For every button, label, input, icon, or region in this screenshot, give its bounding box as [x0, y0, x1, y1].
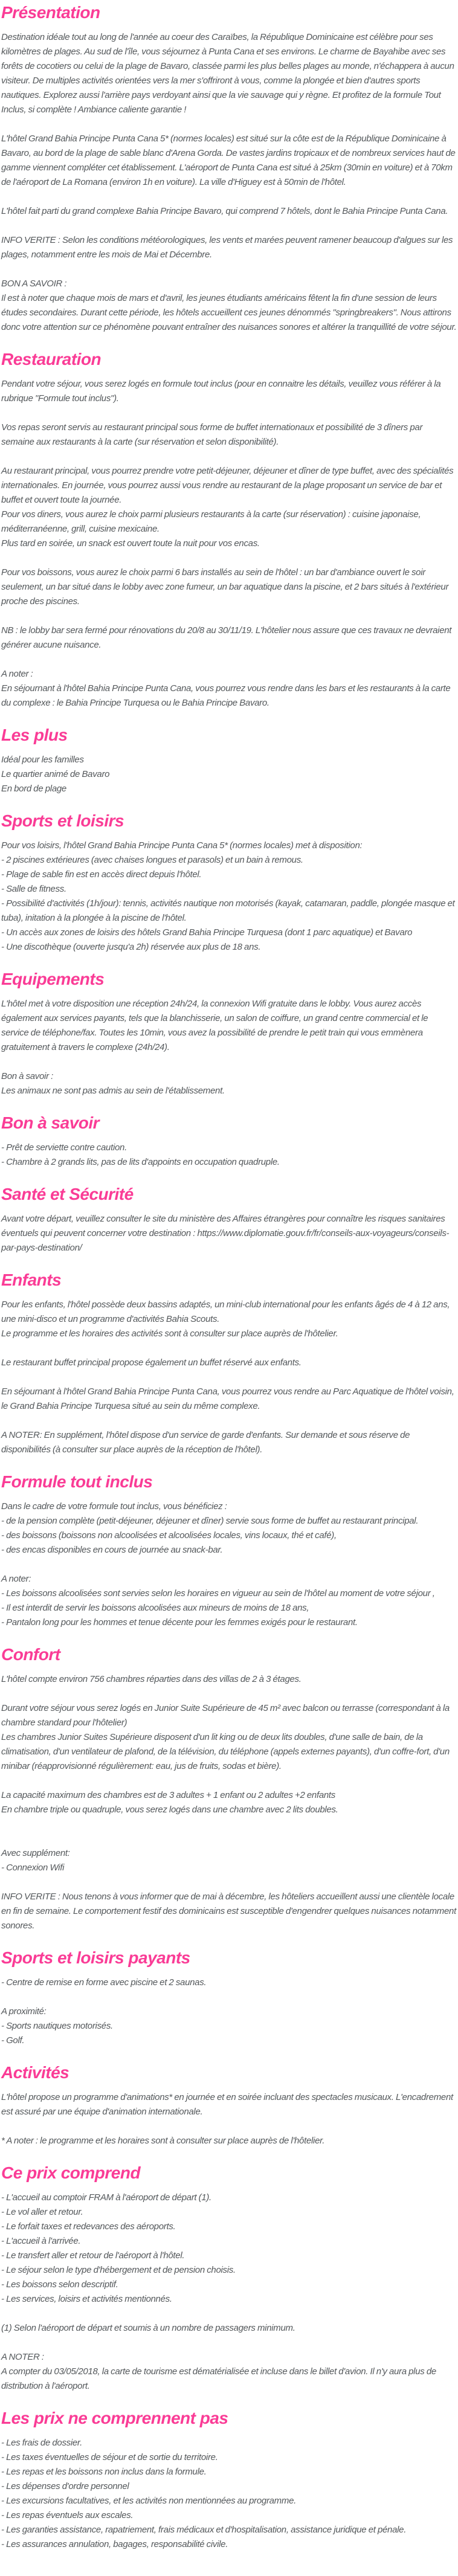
- paragraph: [1, 1890, 457, 1933]
- text-line: L'hôtel met à votre disposition une réception 24h/24, la connexion Wifi gratuite dans le lobby. Vous aurez accès également aux services payants, tels que la blanchisserie, un salon de coiffure, un grand centre commercial et le service de téléphone/fax. Toutes les 10min, vous avez la possibilité de prendre le petit train qui vous emmènera gratuitement à travers le complexe (24h/24).: [1, 999, 428, 1052]
- text-line: Le quartier animé de Bavaro: [1, 769, 110, 779]
- text-line: Les animaux ne sont pas admis au sein de l'établissement.: [1, 1086, 225, 1096]
- text-line: - Un accès aux zones de loisirs des hôtels Grand Bahia Principe Turquesa (dont 1 parc aquatique) et Bavaro: [1, 927, 413, 938]
- text-line: Idéal pour les familles: [1, 755, 84, 765]
- text-line: En séjournant à l'hôtel Grand Bahia Principe Punta Cana, vous pourrez vous rendre au Parc Aquatique de l'hôtel voisin, le Grand Bahia Principe Turquesa situé au sein du même complexe.: [1, 1386, 454, 1411]
- text-line: Durant votre séjour vous serez logés en Junior Suite Supérieure de 45 m² avec balcon ou terrasse (correspondant à la chambre standard pour l'hôtelier): [1, 1703, 450, 1728]
- text-line: Plus tard en soirée, un snack est ouvert toute la nuit pour vos encas.: [1, 538, 260, 549]
- paragraph: [1, 1975, 457, 1990]
- section-enfants: [1, 1270, 457, 1457]
- text-line: A noter :: [1, 669, 33, 679]
- section-heading-activites: Activités: [1, 2063, 69, 2082]
- text-line: En séjournant à l'hôtel Bahia Principe Punta Cana, vous pourrez vous rendre dans les bars et les restaurants à la carte du complexe : le Bahia Principe Turquesa ou le Bahia Principe Bavaro.: [1, 683, 451, 708]
- section-heading-presentation: Présentation: [1, 3, 100, 22]
- section-ce-prix-comprend: [1, 2163, 457, 2394]
- text-line: Pendant votre séjour, vous serez logés en formule tout inclus (pour en connaitre les détails, veuillez vous référer à la rubrique "Formule tout inclus").: [1, 379, 441, 404]
- section-presentation: [1, 2, 457, 335]
- text-line: - Possibilité d'activités (1h/jour): tennis, activités nautique non motorisés (kayak, catamaran, paddle, plongée masque et tuba), initation à la plongée à la piscine de l'hôtel.: [1, 898, 455, 923]
- paragraph: [1, 1788, 457, 1817]
- text-line: INFO VERITE : Nous tenons à vous informer que de mai à décembre, les hôteliers accueillent aussi une clientèle locale en fin de semaine. Le comportement festif des dominicains est susceptible d'engendrer quelques nuisances notamment sonores.: [1, 1892, 456, 1931]
- paragraph: [1, 2004, 457, 2048]
- text-line: En chambre triple ou quadruple, vous serez logés dans une chambre avec 2 lits doubles.: [1, 1805, 338, 1815]
- paragraph: [1, 2436, 457, 2552]
- paragraph: [1, 2191, 457, 2307]
- paragraph: [1, 2321, 457, 2336]
- section-heading-equipements: Equipements: [1, 970, 105, 988]
- text-line: - de la pension complète (petit-déjeuner, déjeuner et dîner) servie sous forme de buffet au restaurant principal.: [1, 1516, 419, 1526]
- paragraph: [1, 1141, 457, 1170]
- section-heading-confort: Confort: [1, 1645, 60, 1664]
- text-line: A noter:: [1, 1574, 31, 1584]
- section-restauration: [1, 349, 457, 710]
- section-heading-sports-et-loisirs-payants: Sports et loisirs payants: [1, 1948, 190, 1967]
- paragraph: [1, 377, 457, 406]
- paragraph: [1, 1356, 457, 1370]
- paragraph: [1, 997, 457, 1055]
- paragraph: [1, 1428, 457, 1457]
- text-line: * A noter : le programme et les horaires sont à consulter sur place auprès de l'hôtelier.: [1, 2136, 325, 2146]
- text-line: Il est à noter que chaque mois de mars et d'avril, les jeunes étudiants américains fêtent la fin d'une session de leurs études secondaires. Durant cette période, les hôtels accueillent ces jeunes dénommés "springbreakers". Nous attirons donc votre attention sur ce phénomène pouvant entraîner des nuisances sonores et altérer la tranquillité de votre séjour.: [1, 293, 457, 332]
- text-line: Pour les enfants, l'hôtel possède deux bassins adaptés, un mini-club international pour les enfants âgés de 4 à 12 ans, une mini-disco et un programme d'activités Bahia Scouts.: [1, 1299, 450, 1324]
- text-line: - Salle de fitness.: [1, 884, 66, 894]
- text-line: Vos repas seront servis au restaurant principal sous forme de buffet internationaux et possibilité de 3 dîners par semaine aux restaurants à la carte (sur réservation et selon disponibilité).: [1, 422, 423, 447]
- text-line: - Golf.: [1, 2035, 25, 2046]
- text-line: - L'accueil au comptoir FRAM à l'aéroport de départ (1).: [1, 2192, 211, 2203]
- text-line: - Les boissons selon descriptif.: [1, 2279, 118, 2290]
- text-line: L'hôtel propose un programme d'animations* en journée et en soirée incluant des spectacles musicaux. L'encadrement est assuré par une équipe d'animation internationale.: [1, 2092, 453, 2117]
- text-line: Au restaurant principal, vous pourrez prendre votre petit-déjeuner, déjeuner et dîner de type buffet, avec des spécialités internationales. En journée, vous pourrez aussi vous rendre au restaurant de la plage proposant un service de bar et buffet et ouvert toute la journée.: [1, 466, 454, 505]
- paragraph: [1, 623, 457, 652]
- paragraph: [1, 1212, 457, 1255]
- text-line: - des boissons (boissons non alcoolisées et alcoolisées locales, vins locaux, thé et café),: [1, 1530, 337, 1541]
- paragraph: [1, 2134, 457, 2148]
- paragraph: [1, 420, 457, 449]
- text-line: - Les frais de dossier.: [1, 2438, 82, 2448]
- section-formule-tout-inclus: [1, 1472, 457, 1630]
- section-les-prix-ne-comprennent-pas: [1, 2408, 457, 2552]
- text-line: A proximité:: [1, 2006, 47, 2017]
- paragraph: [1, 132, 457, 190]
- text-line: - L'accueil à l'arrivée.: [1, 2236, 81, 2246]
- paragraph: [1, 1298, 457, 1341]
- paragraph: [1, 204, 457, 219]
- text-line: Pour vos boissons, vous aurez le choix parmi 6 bars installés au sein de l'hôtel : un bar d'ambiance ouvert le soir seulement, un bar situé dans le lobby avec zone fumeur, un bar aquatique dans la piscine, et 2 bars situés à l'extérieur proche des piscines.: [1, 567, 449, 607]
- paragraph: [1, 839, 457, 955]
- section-sante-et-securite: [1, 1184, 457, 1255]
- section-equipements: [1, 969, 457, 1098]
- section-heading-ce-prix-comprend: Ce prix comprend: [1, 2163, 141, 2182]
- text-line: - Il est interdit de servir les boissons alcoolisées aux mineurs de moins de 18 ans,: [1, 1603, 309, 1613]
- text-line: L'hôtel compte environ 756 chambres réparties dans des villas de 2 à 3 étages.: [1, 1674, 302, 1684]
- paragraph: [1, 1701, 457, 1774]
- text-line: L'hôtel fait parti du grand complexe Bahia Principe Bavaro, qui comprend 7 hôtels, dont le Bahia Principe Punta Cana.: [1, 206, 448, 216]
- text-line: A compter du 03/05/2018, la carte de tourisme est dématérialisée et incluse dans le billet d'avion. Il n'y aura plus de distribution à l'aéroport.: [1, 2366, 436, 2391]
- text-line: - Plage de sable fin est en accès direct depuis l'hôtel.: [1, 869, 202, 880]
- paragraph: [1, 1385, 457, 1414]
- paragraph: [1, 1846, 457, 1875]
- text-line: - Le vol aller et retour.: [1, 2207, 83, 2217]
- text-line: - Les services, loisirs et activités mentionnés.: [1, 2294, 172, 2304]
- text-line: - Les boissons alcoolisées sont servies selon les horaires en vigueur au sein de l'hôtel au moment de votre séjour ,: [1, 1588, 435, 1599]
- text-line: - Centre de remise en forme avec piscine et 2 saunas.: [1, 1977, 207, 1988]
- section-activites: [1, 2062, 457, 2148]
- section-sports-et-loisirs: [1, 811, 457, 955]
- text-line: Le programme et les horaires des activités sont à consulter sur place auprès de l'hôtelier.: [1, 1328, 338, 1339]
- paragraph: [1, 753, 457, 796]
- text-line: Destination idéale tout au long de l'année au coeur des Caraïbes, la République Dominicaine est célèbre pour ses kilomètres de plages. Au sud de l'île, vous séjournez à Punta Cana et ses environs. Le charme de Bayahibe avec ses forêts de cocotiers ou celui de la plage de Bavaro, classée parmi les plus belles plages au monde, n'échappera à aucun visiteur. De multiples activités orientées vers la mer s'offriront à vous, comme la plongée et bien d'autres sports nautiques. Explorez aussi l'arrière pays verdoyant ainsi que la vie sauvage qui y règne. Et profitez de la formule Tout Inclus, si complète ! Ambiance caliente garantie !: [1, 32, 454, 115]
- paragraph: [1, 464, 457, 551]
- paragraph: [1, 1672, 457, 1687]
- text-line: En bord de plage: [1, 784, 66, 794]
- section-heading-les-prix-ne-comprennent-pas: Les prix ne comprennent pas: [1, 2409, 228, 2427]
- text-line: (1) Selon l'aéroport de départ et soumis à un nombre de passagers minimum.: [1, 2323, 295, 2333]
- text-line: Pour vos loisirs, l'hôtel Grand Bahia Principe Punta Cana 5* (normes locales) met à disposition:: [1, 840, 363, 851]
- paragraph: [1, 565, 457, 609]
- paragraph: [1, 2090, 457, 2119]
- section-sports-et-loisirs-payants: [1, 1948, 457, 2048]
- section-heading-formule-tout-inclus: Formule tout inclus: [1, 1472, 153, 1491]
- text-line: INFO VERITE : Selon les conditions météorologiques, les vents et marées peuvent ramener beaucoup d'algues sur les plages, notamment entre les mois de Mai et Décembre.: [1, 235, 453, 260]
- text-line: - Une discothèque (ouverte jusqu'a 2h) réservée aux plus de 18 ans.: [1, 942, 261, 952]
- text-line: - Les repas et les boissons non inclus dans la formule.: [1, 2467, 207, 2477]
- text-line: NB : le lobby bar sera fermé pour rénovations du 20/8 au 30/11/19. L'hôtelier nous assure que ces travaux ne devraient générer aucune nuisance.: [1, 625, 452, 650]
- text-line: - Les excursions facultatives, et les activités non mentionnées au programme.: [1, 2496, 296, 2506]
- text-line: - Les repas éventuels aux escales.: [1, 2510, 134, 2520]
- section-heading-sports-et-loisirs: Sports et loisirs: [1, 811, 124, 830]
- section-heading-sante-et-securite: Santé et Sécurité: [1, 1185, 134, 1203]
- text-line: - Le séjour selon le type d'hébergement et de pension choisis.: [1, 2265, 236, 2275]
- section-heading-les-plus: Les plus: [1, 726, 68, 744]
- paragraph: [1, 233, 457, 262]
- paragraph: [1, 277, 457, 335]
- paragraph: [1, 2350, 457, 2394]
- text-line: La capacité maximum des chambres est de 3 adultes + 1 enfant ou 2 adultes +2 enfants: [1, 1790, 335, 1800]
- paragraph: [1, 667, 457, 710]
- section-les-plus: [1, 725, 457, 796]
- text-line: BON A SAVOIR :: [1, 279, 67, 289]
- text-line: Dans le cadre de votre formule tout inclus, vous bénéficiez :: [1, 1501, 227, 1512]
- text-line: - Connexion Wifi: [1, 1863, 65, 1873]
- paragraph: [1, 1499, 457, 1557]
- text-line: Bon à savoir :: [1, 1071, 54, 1081]
- text-line: Pour vos diners, vous aurez le choix parmi plusieurs restaurants à la carte (sur réservation) : cuisine japonaise, méditerranéenne, grill, cuisine mexicaine.: [1, 509, 421, 534]
- section-bon-a-savoir: [1, 1113, 457, 1170]
- text-line: Avec supplément:: [1, 1848, 70, 1858]
- text-line: Les chambres Junior Suites Supérieure disposent d'un lit king ou de deux lits doubles, d'une salle de bain, de la climatisation, d'un ventilateur de plafond, de la télévision, du téléphone (appels externes payants), d'un coffre-fort, d'un minibar (réapprovisionné régulièrement: eau, jus de fruits, sodas et bière).: [1, 1732, 450, 1771]
- text-line: - Les garanties assistance, rapatriement, frais médicaux et d'hospitalisation, assistance juridique et pénale.: [1, 2525, 407, 2535]
- text-line: - Les assurances annulation, bagages, responsabilité civile.: [1, 2539, 228, 2549]
- section-heading-restauration: Restauration: [1, 350, 102, 369]
- paragraph: [1, 1572, 457, 1630]
- text-line: - Prêt de serviette contre caution.: [1, 1142, 127, 1153]
- text-line: - 2 piscines extérieures (avec chaises longues et parasols) et un bain à remous.: [1, 855, 303, 865]
- text-line: - Le transfert aller et retour de l'aéroport à l'hôtel.: [1, 2250, 185, 2261]
- text-line: - Sports nautiques motorisés.: [1, 2021, 113, 2031]
- text-line: Avant votre départ, veuillez consulter le site du ministère des Affaires étrangères pour connaître les risques sanitaires éventuels qui peuvent concerner votre destination : https://www.diplomatie.gouv.fr/fr/conseils-aux-voyageurs/conseils-par-pays-destination/: [1, 1214, 450, 1253]
- text-line: A NOTER :: [1, 2352, 44, 2362]
- section-confort: [1, 1644, 457, 1933]
- text-line: - Le forfait taxes et redevances des aéroports.: [1, 2221, 176, 2232]
- text-line: - Les dépenses d'ordre personnel: [1, 2481, 129, 2491]
- text-line: A NOTER: En supplément, l'hôtel dispose d'un service de garde d'enfants. Sur demande et sous réserve de disponibilités (à consulter sur place auprès de la réception de l'hôtel).: [1, 1430, 410, 1455]
- text-line: Le restaurant buffet principal propose également un buffet réservé aux enfants.: [1, 1357, 302, 1368]
- text-line: - des encas disponibles en cours de journée au snack-bar.: [1, 1545, 223, 1555]
- section-heading-bon-a-savoir: Bon à savoir: [1, 1113, 100, 1132]
- paragraph: [1, 30, 457, 117]
- text-line: - Chambre à 2 grands lits, pas de lits d'appoints en occupation quadruple.: [1, 1157, 280, 1167]
- section-heading-enfants: Enfants: [1, 1270, 62, 1289]
- text-line: - Les taxes éventuelles de séjour et de sortie du territoire.: [1, 2452, 218, 2462]
- paragraph: [1, 1069, 457, 1098]
- text-line: - Pantalon long pour les hommes et tenue décente pour les femmes exigés pour le restaurant.: [1, 1617, 358, 1628]
- text-line: L'hôtel Grand Bahia Principe Punta Cana 5* (normes locales) est situé sur la côte est de la République Dominicaine à Bavaro, au bord de la plage de sable blanc d'Arena Gorda. De vastes jardins tropicaux et de nombreux services haut de gamme viennent compléter cet établissement. L'aéroport de Punta Cana est situé à 25km (30min en voiture) et à 70km de l'aéroport de La Romana (environ 1h en voiture). La ville d'Higuey est à 50min de l'hôtel.: [1, 134, 456, 187]
